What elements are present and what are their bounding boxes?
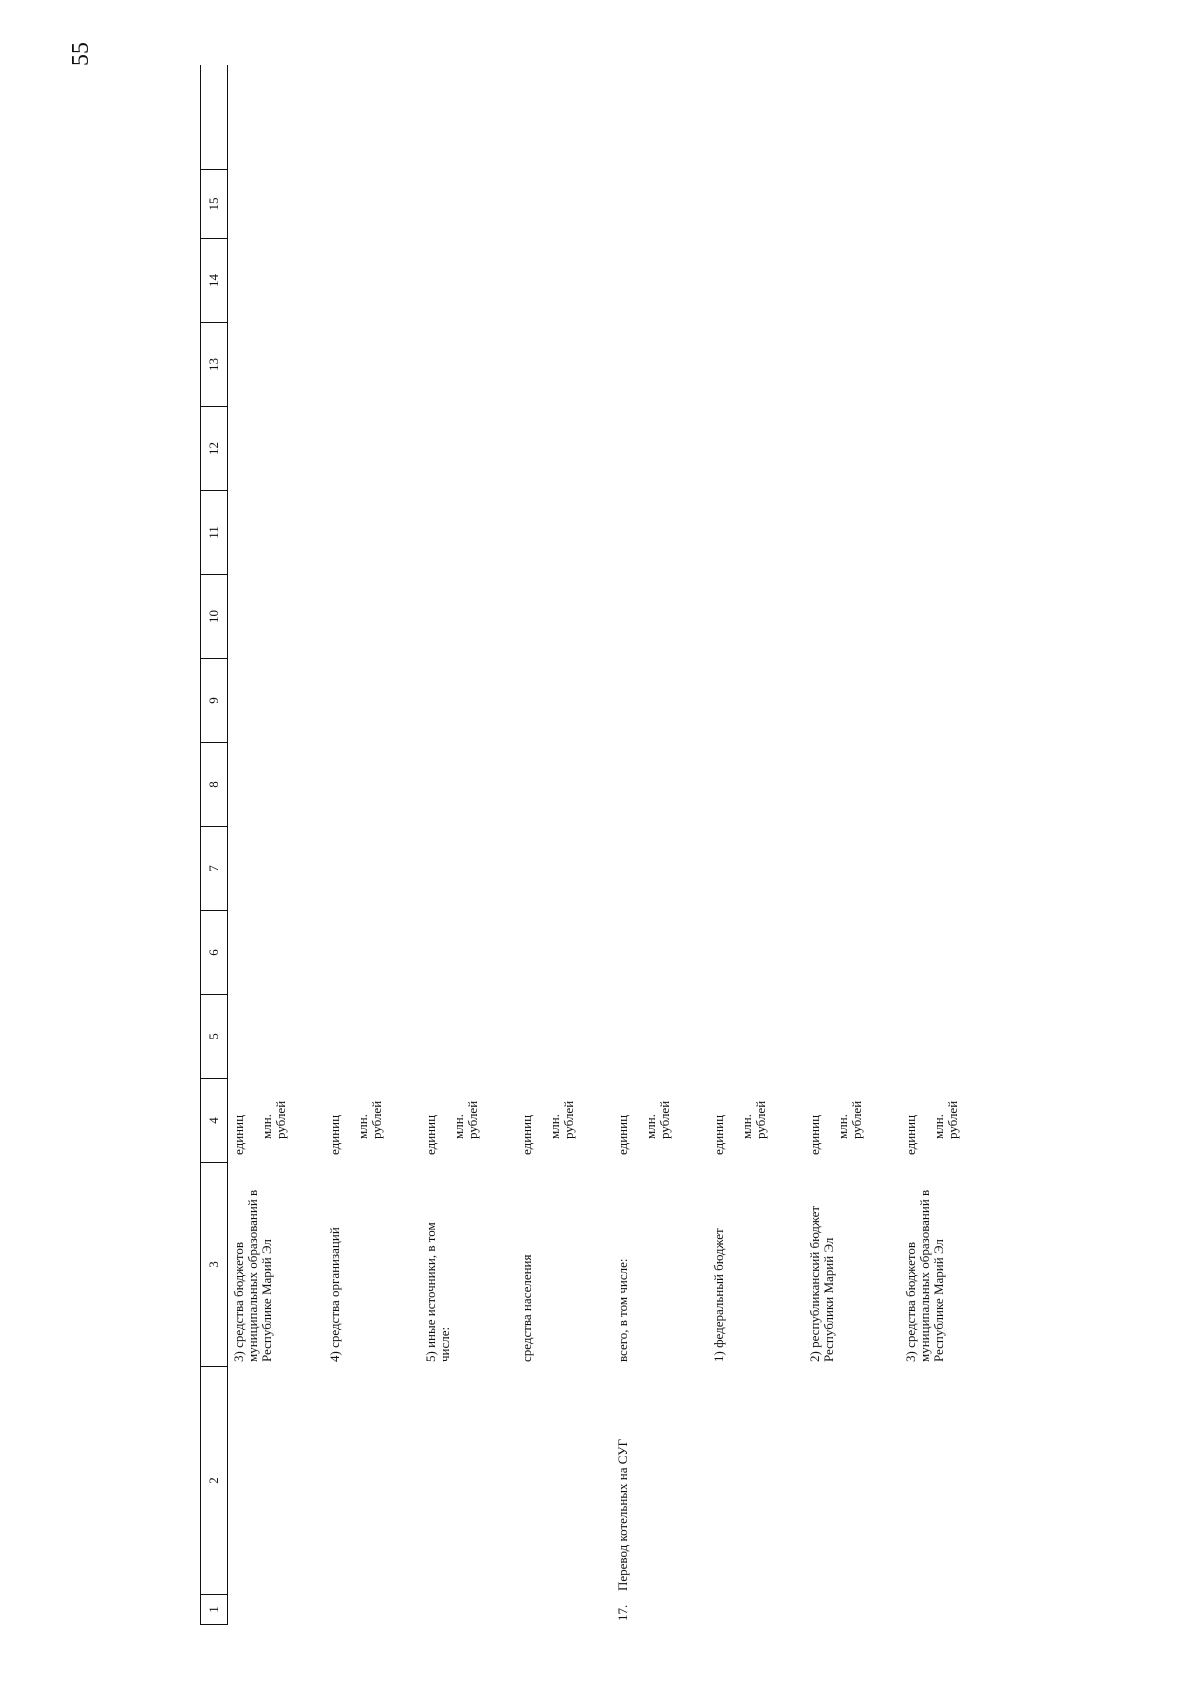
rotated-table: [200, 65, 1000, 1625]
funding-source: 2) республиканский бюджет Республики Марий Эл: [807, 1205, 836, 1362]
unit-count: единиц: [903, 1114, 918, 1155]
unit-count: единиц: [423, 1114, 438, 1155]
table-header: [200, 65, 228, 1625]
header-col-5: 5: [201, 995, 227, 1079]
header-col-6: 6: [201, 911, 227, 995]
unit-money: [932, 1085, 960, 1155]
unit-money-text: млн. рублей: [259, 1100, 288, 1139]
row-number: 17.: [615, 1604, 630, 1621]
unit-money: [260, 1085, 288, 1155]
unit-money: [356, 1085, 384, 1155]
header-col-2: 2: [201, 1367, 227, 1595]
unit-money: [740, 1085, 768, 1155]
funding-source: всего, в том числе:: [615, 1258, 630, 1362]
header-col-11: 11: [201, 491, 227, 575]
header-col-3: 3: [201, 1163, 227, 1367]
unit-count: единиц: [519, 1114, 534, 1155]
funding-source: 3) средства бюджетов муниципальных образований в Республике Марий Эл: [903, 1189, 946, 1362]
header-col-8: 8: [201, 743, 227, 827]
funding-source: средства населения: [519, 1254, 534, 1362]
unit-money-text: млн. рублей: [931, 1100, 960, 1139]
unit-money-text: млн. рублей: [739, 1100, 768, 1139]
unit-count: единиц: [711, 1114, 726, 1155]
funding-source: 5) иные источники, в том числе:: [423, 1222, 452, 1362]
funding-source: 3) средства бюджетов муниципальных образований в Республике Марий Эл: [231, 1189, 274, 1362]
funding-source: 1) федеральный бюджет: [711, 1228, 726, 1362]
unit-money-text: млн. рублей: [643, 1100, 672, 1139]
unit-count: единиц: [231, 1114, 246, 1155]
unit-money: [836, 1085, 864, 1155]
header-col-14: 14: [201, 239, 227, 323]
unit-money-text: млн. рублей: [451, 1100, 480, 1139]
header-col-15: 15: [201, 169, 227, 239]
unit-money-text: млн. рублей: [835, 1100, 864, 1139]
measure-name: Перевод котельных на СУГ: [615, 1439, 630, 1591]
header-col-7: 7: [201, 827, 227, 911]
unit-count: единиц: [327, 1114, 342, 1155]
unit-money-text: млн. рублей: [355, 1100, 384, 1139]
header-col-9: 9: [201, 659, 227, 743]
unit-count: единиц: [807, 1114, 822, 1155]
page-number: 55: [68, 42, 94, 66]
unit-count: единиц: [615, 1114, 630, 1155]
header-col-1: 1: [201, 1595, 227, 1625]
unit-money: [548, 1085, 576, 1155]
funding-source: 4) средства организаций: [327, 1227, 342, 1362]
header-col-12: 12: [201, 407, 227, 491]
unit-money-text: млн. рублей: [547, 1100, 576, 1139]
header-col-4: 4: [201, 1079, 227, 1163]
table-body: [232, 65, 992, 1625]
header-col-10: 10: [201, 575, 227, 659]
unit-money: [452, 1085, 480, 1155]
header-col-13: 13: [201, 323, 227, 407]
unit-money: [644, 1085, 672, 1155]
